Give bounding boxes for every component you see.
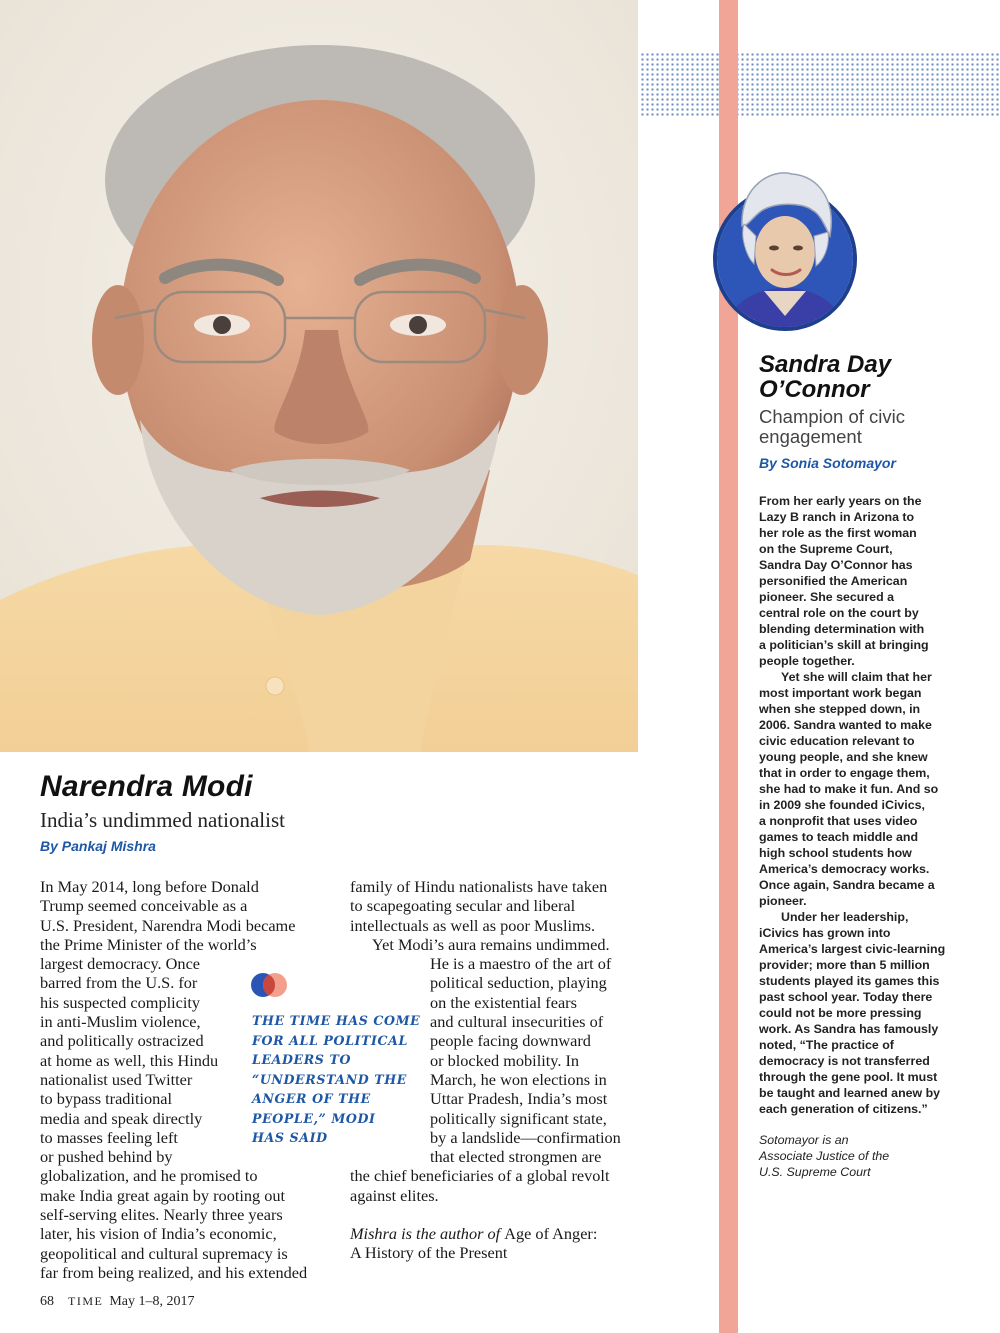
halftone-dot-band — [640, 52, 1000, 118]
body-line: or blocked mobility. In — [430, 1050, 580, 1070]
body-line: through the gene pool. It must — [759, 1070, 938, 1084]
credit-line: Sotomayor is an — [759, 1133, 849, 1147]
body-line: Yet Modi’s aura remains undimmed. — [372, 934, 610, 954]
book-title-continued: A History of the Present — [350, 1243, 508, 1263]
body-line: games to teach middle and — [759, 830, 919, 844]
body-line: barred from the U.S. for — [40, 973, 198, 993]
body-line: that elected strongmen are — [430, 1147, 602, 1167]
body-line: noted, “The practice of — [759, 1038, 894, 1052]
body-line: politically significant state, — [430, 1108, 607, 1128]
body-line: Lazy B ranch in Arizona to — [759, 510, 915, 524]
right-article-byline: By Sonia Sotomayor — [759, 455, 896, 471]
body-line: when she stepped down, in — [759, 702, 921, 716]
right-subtitle-line: engagement — [759, 426, 862, 447]
body-line: civic education relevant to — [759, 734, 915, 748]
issue-date: May 1–8, 2017 — [109, 1294, 195, 1309]
right-name-line: O’Connor — [759, 376, 870, 403]
body-line: a politician’s skill at bringing — [759, 638, 929, 652]
body-line: later, his vision of India’s economic, — [40, 1224, 277, 1244]
body-line: globalization, and he promised to — [40, 1166, 258, 1186]
pull-quote-line: LEADERS TO — [252, 1052, 352, 1067]
body-line: pioneer. She secured a — [759, 590, 894, 604]
body-line: to bypass traditional — [40, 1089, 173, 1109]
pull-quote-line: HAS SAID — [252, 1130, 328, 1145]
body-line: Once again, Sandra became a — [759, 878, 935, 892]
body-line: could not be more pressing — [759, 1006, 922, 1020]
body-line: largest democracy. Once — [40, 954, 201, 974]
body-line: against elites. — [350, 1185, 439, 1205]
body-line: central role on the court by — [759, 606, 919, 620]
modi-portrait-photo — [0, 0, 638, 752]
body-line: political seduction, playing — [430, 973, 607, 993]
pull-quote-line: FOR ALL POLITICAL — [252, 1032, 408, 1048]
page-number: 68 — [40, 1294, 54, 1309]
body-line: Sandra Day O’Connor has — [759, 558, 913, 572]
body-line: intellectuals as well as poor Muslims. — [350, 915, 596, 935]
body-line: Uttar Pradesh, India’s most — [430, 1089, 608, 1109]
body-line: far from being realized, and his extended — [40, 1262, 308, 1282]
right-author-credit — [759, 1132, 989, 1180]
body-line: her role as the first woman — [759, 526, 917, 540]
body-line: U.S. President, Narendra Modi became — [40, 915, 296, 935]
body-line: on the existential fears — [430, 992, 577, 1012]
body-line: pioneer. — [759, 894, 807, 908]
right-article-name — [759, 352, 959, 402]
body-line: she had to make it fun. And so — [759, 782, 939, 796]
right-article-subtitle — [759, 407, 959, 447]
body-line: his suspected complicity — [40, 992, 201, 1012]
left-article-byline: By Pankaj Mishra — [40, 838, 156, 854]
left-article-subtitle: India’s undimmed nationalist — [40, 808, 285, 832]
body-line: 2006. Sandra wanted to make — [759, 718, 932, 732]
body-line: in anti-Muslim violence, — [40, 1012, 201, 1032]
author-credit — [350, 1224, 642, 1243]
body-line: people facing downward — [430, 1031, 591, 1051]
body-line: Yet she will claim that her — [781, 670, 932, 684]
pull-quote-line: THE TIME HAS COME — [252, 1013, 421, 1028]
magazine-name: TIME — [68, 1294, 104, 1308]
body-line: provider; more than 5 million — [759, 958, 930, 972]
body-line: at home as well, this Hindu — [40, 1050, 219, 1070]
credit-line: Associate Justice of the — [759, 1149, 890, 1163]
body-line: He is a maestro of the art of — [430, 954, 612, 974]
body-line: media and speak directly — [40, 1108, 203, 1128]
body-line: or pushed behind by — [40, 1147, 173, 1167]
body-line: democracy is not transferred — [759, 1054, 930, 1068]
right-name-line: Sandra Day — [759, 351, 892, 378]
body-line: that in order to engage them, — [759, 766, 930, 780]
body-line: Trump seemed conceivable as a — [40, 896, 248, 916]
body-line: blending determination with — [759, 622, 925, 636]
pull-quote-line: “UNDERSTAND THE — [252, 1071, 407, 1087]
body-line: each generation of citizens.” — [759, 1102, 928, 1116]
right-article-body — [759, 493, 991, 1117]
author-credit-prefix: Mishra is the author of — [350, 1224, 505, 1244]
body-line: nationalist used Twitter — [40, 1069, 193, 1089]
body-line: people together. — [759, 654, 855, 668]
body-line: make India great again by rooting out — [40, 1185, 286, 1205]
body-line: past school year. Today there — [759, 990, 933, 1004]
oconnor-illustration — [712, 166, 858, 332]
book-title: Age of Anger: — [504, 1224, 598, 1244]
body-line: the chief beneficiaries of a global revolt — [350, 1166, 610, 1186]
left-article-name: Narendra Modi — [40, 770, 253, 803]
pull-quote — [252, 1011, 422, 1148]
body-line: self-serving elites. Nearly three years — [40, 1205, 283, 1225]
body-line: iCivics has grown into — [759, 926, 891, 940]
body-line: students played its games this — [759, 974, 940, 988]
body-line: In May 2014, long before Donald — [40, 877, 259, 896]
right-subtitle-line: Champion of civic — [759, 406, 906, 427]
body-line: and politically ostracized — [40, 1031, 204, 1051]
body-line: March, he won elections in — [430, 1069, 607, 1089]
body-line: to scapegoating secular and liberal — [350, 896, 576, 916]
body-line: most important work began — [759, 686, 922, 700]
body-line: and cultural insecurities of — [430, 1012, 604, 1032]
body-line: a nonprofit that uses video — [759, 814, 918, 828]
pull-quote-line: PEOPLE,” MODI — [252, 1110, 376, 1126]
body-line: work. As Sandra has famously — [759, 1022, 939, 1036]
body-line: be taught and learned anew by — [759, 1086, 941, 1100]
body-line: to masses feeling left — [40, 1127, 178, 1147]
body-line: by a landslide—confirmation — [430, 1127, 621, 1147]
body-line: young people, and she knew — [759, 750, 928, 764]
body-line: the Prime Minister of the world’s — [40, 934, 257, 954]
body-line: Under her leadership, — [781, 910, 909, 924]
pull-quote-line: ANGER OF THE — [252, 1091, 371, 1106]
page-folio — [40, 1294, 195, 1310]
credit-line: U.S. Supreme Court — [759, 1165, 871, 1179]
body-line: high school students how — [759, 846, 912, 860]
body-line: From her early years on the — [759, 494, 922, 508]
body-line: on the Supreme Court, — [759, 542, 893, 556]
body-line: family of Hindu nationalists have taken — [350, 877, 608, 896]
body-line: personified the American — [759, 574, 908, 588]
body-line: geopolitical and cultural supremacy is — [40, 1243, 288, 1263]
overlapping-circles-logo-icon — [250, 970, 292, 1000]
body-line: in 2009 she founded iCivics, — [759, 798, 925, 812]
body-line: America’s largest civic-learning — [759, 942, 946, 956]
body-line: America’s democracy works. — [759, 862, 930, 876]
